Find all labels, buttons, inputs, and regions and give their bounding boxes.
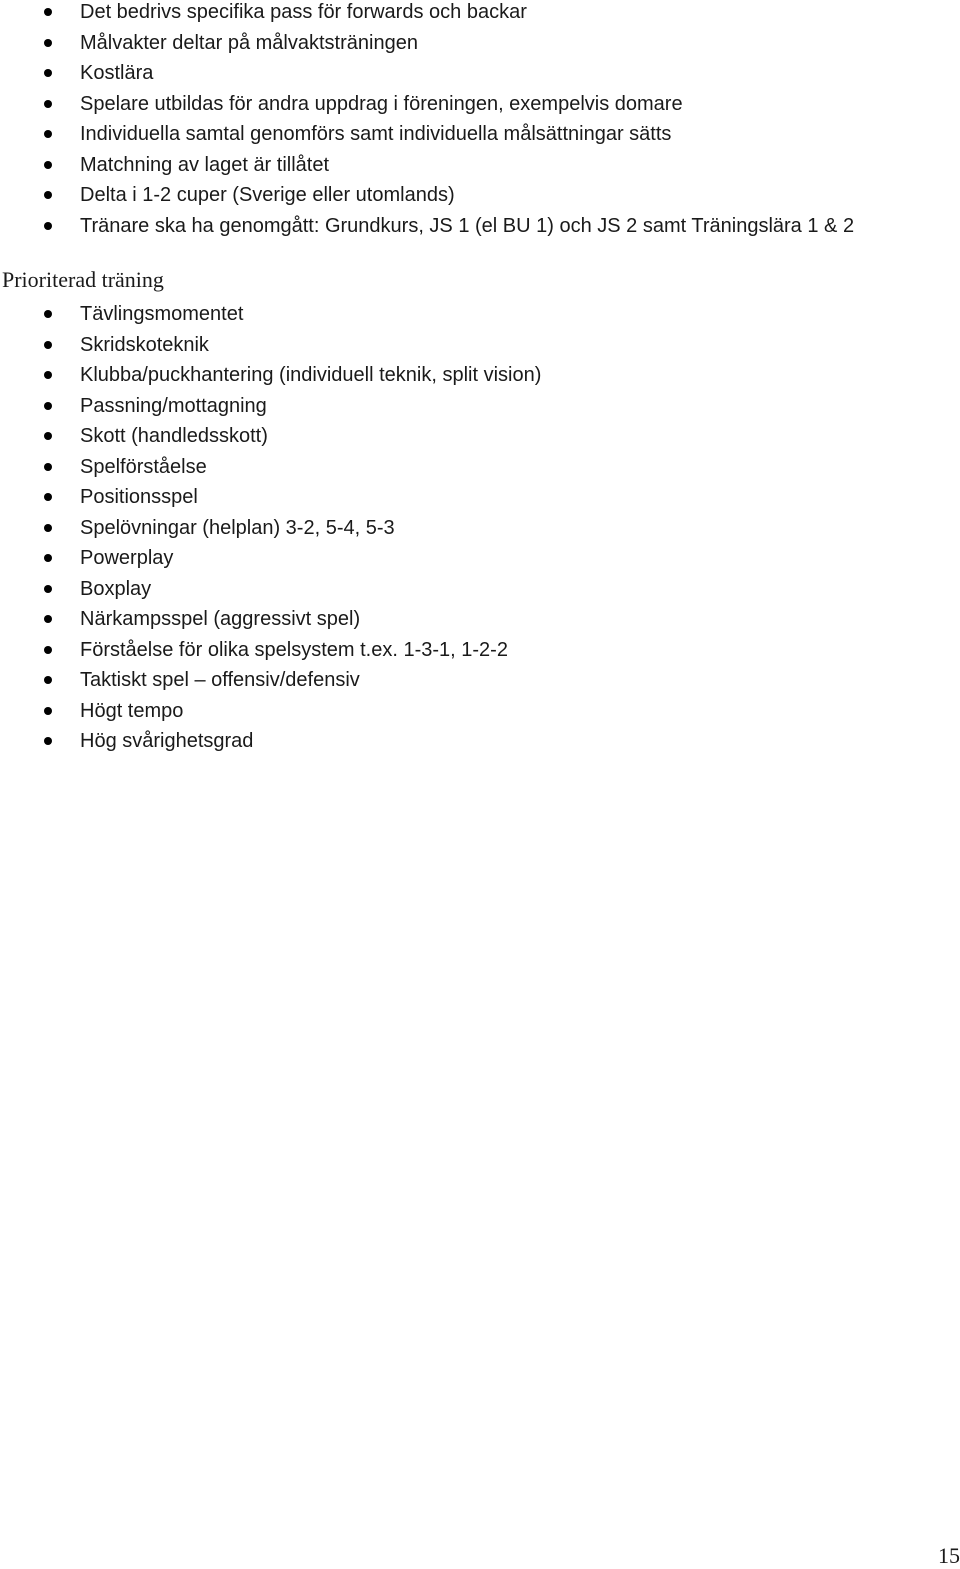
bullet-icon <box>44 222 52 230</box>
bullet-icon <box>44 161 52 169</box>
list-item-text: Positionsspel <box>80 486 198 508</box>
list-item-text: Matchning av laget är tillåtet <box>80 153 330 176</box>
bullet-icon <box>44 524 52 532</box>
list-item-text: Kostlära <box>80 62 154 84</box>
bullet-icon <box>44 310 52 318</box>
bullet-icon <box>44 585 52 593</box>
page-number: 15 <box>938 1543 960 1568</box>
list-item-text: Taktiskt spel – offensiv/defensiv <box>80 669 360 691</box>
bullet-icon <box>44 402 52 410</box>
list-item-text: Passning/mottagning <box>80 394 267 417</box>
list-item-text: Det bedrivs specifika pass för forwards och backar <box>80 1 527 23</box>
list-item-text: Skott (handledsskott) <box>80 425 268 447</box>
list-item-text: Närkampsspel (aggressivt spel) <box>80 608 361 630</box>
bullet-icon <box>44 707 52 715</box>
list-item-text: Målvakter deltar på målvaktsträningen <box>80 31 418 54</box>
list-item-text: Högt tempo <box>80 699 184 722</box>
bullet-icon <box>44 341 52 349</box>
list-item-text: Tränare ska ha genomgått: Grundkurs, JS 1 (el BU 1) och JS 2 samt Träningslära 1 & 2 <box>80 214 855 237</box>
list-item-text: Boxplay <box>80 577 152 600</box>
bullet-icon <box>44 493 52 501</box>
bullet-icon <box>44 100 52 108</box>
bullet-icon <box>44 8 52 16</box>
bullet-icon <box>44 432 52 440</box>
bullet-icon <box>44 463 52 471</box>
bullet-icon <box>44 615 52 623</box>
bullet-icon <box>44 69 52 77</box>
bullet-icon <box>44 191 52 199</box>
list-item-text: Spelövningar (helplan) 3-2, 5-4, 5-3 <box>80 516 395 539</box>
list-item-text: Spelförståelse <box>80 455 207 478</box>
bullet-icon <box>44 676 52 684</box>
section-heading: Prioriterad träning <box>2 267 164 292</box>
bullet-icon <box>44 646 52 654</box>
bullet-icon <box>44 371 52 379</box>
bullet-icon <box>44 130 52 138</box>
list-item-text: Klubba/puckhantering (individuell teknik, split vision) <box>80 364 542 386</box>
bullet-icon <box>44 737 52 745</box>
list-item-text: Tävlingsmomentet <box>80 303 244 325</box>
list-item-text: Förståelse för olika spelsystem t.ex. 1-3-1, 1-2-2 <box>80 638 508 661</box>
bullet-icon <box>44 39 52 47</box>
list-item-text: Individuella samtal genomförs samt individuella målsättningar sätts <box>80 123 672 145</box>
bullet-icon <box>44 554 52 562</box>
list-item-text: Powerplay <box>80 547 174 569</box>
list-item-text: Skridskoteknik <box>80 333 209 356</box>
list-item-text: Delta i 1-2 cuper (Sverige eller utomlands) <box>80 184 455 206</box>
list-item-text: Spelare utbildas för andra uppdrag i föreningen, exempelvis domare <box>80 92 683 115</box>
list-item-text: Hög svårighetsgrad <box>80 730 254 752</box>
